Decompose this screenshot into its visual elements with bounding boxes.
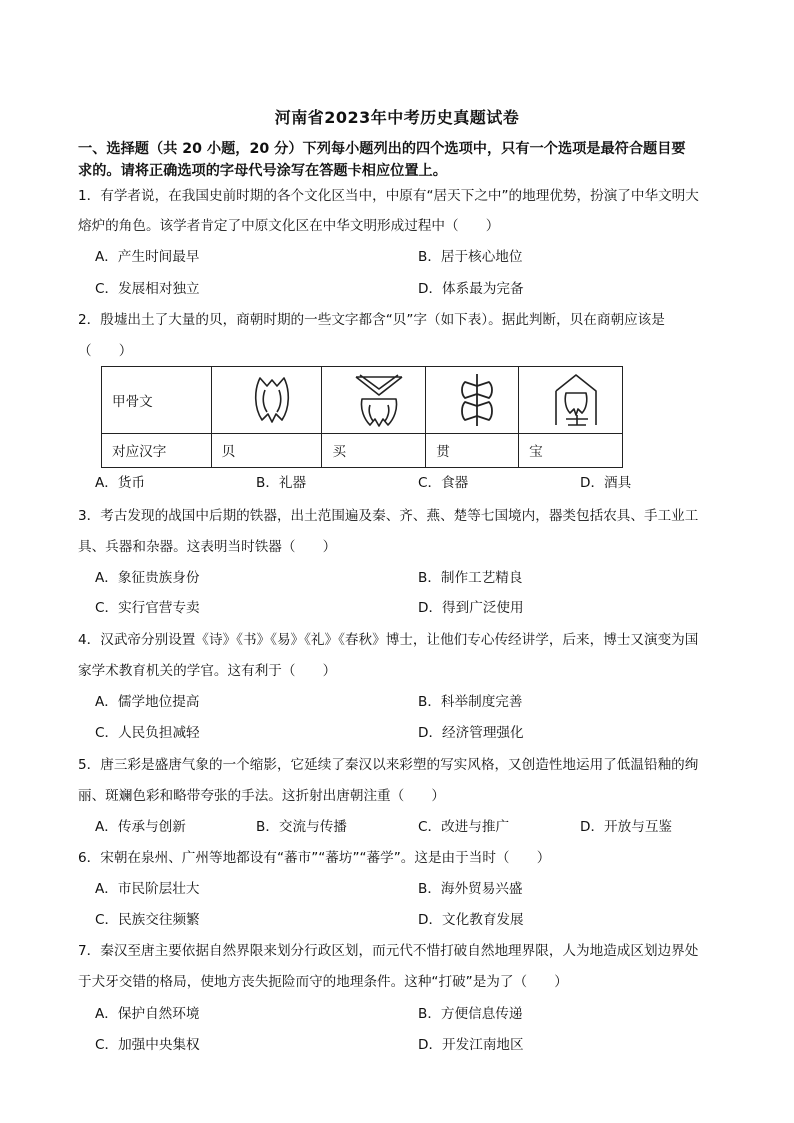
question-4-option-c: C．人民负担减轻 bbox=[95, 725, 200, 741]
question-4-option-d: D．经济管理强化 bbox=[418, 725, 524, 741]
question-5-line-1: 5．唐三彩是盛唐气象的一个缩影，它延续了秦汉以来彩塑的写实风格，又创造性地运用了低温铅釉的绚 bbox=[78, 757, 699, 773]
question-3-option-a: A．象征贵族身份 bbox=[95, 570, 200, 586]
question-3-option-c: C．实行官营专卖 bbox=[95, 600, 200, 616]
question-2-option-a: A．货币 bbox=[95, 475, 146, 491]
question-5-option-c: C．改进与推广 bbox=[418, 819, 510, 835]
question-3-option-d: D．得到广泛使用 bbox=[418, 600, 524, 616]
oracle-bao-icon bbox=[519, 367, 623, 434]
question-1-option-c: C．发展相对独立 bbox=[95, 281, 200, 297]
question-1-option-b: B．居于核心地位 bbox=[418, 249, 523, 265]
question-2-line-2: （ ） bbox=[78, 343, 133, 359]
question-1-line-1: 1．有学者说，在我国史前时期的各个文化区当中，中原有“居天下之中”的地理优势，扮演了中华文明大 bbox=[78, 188, 699, 204]
table-header-characters: 对应汉字 bbox=[102, 433, 212, 467]
question-7-option-c: C．加强中央集权 bbox=[95, 1037, 200, 1053]
table-char-guan: 贯 bbox=[426, 433, 519, 467]
question-5-option-d: D．开放与互鉴 bbox=[580, 819, 673, 835]
question-2-line-1: 2．殷墟出土了大量的贝，商朝时期的一些文字都含“贝”字（如下表）。据此判断，贝在商朝应该是 bbox=[78, 312, 665, 328]
question-6-option-a: A．市民阶层壮大 bbox=[95, 881, 200, 897]
question-7-option-a: A．保护自然环境 bbox=[95, 1006, 200, 1022]
table-header-oracle: 甲骨文 bbox=[102, 367, 212, 434]
question-6-option-d: D．文化教育发展 bbox=[418, 912, 524, 928]
question-4-line-1: 4．汉武帝分别设置《诗》《书》《易》《礼》《春秋》博士，让他们专心传经讲学，后来，博士又演变为国 bbox=[78, 632, 699, 648]
question-5-option-b: B．交流与传播 bbox=[256, 819, 347, 835]
question-7-line-1: 7．秦汉至唐主要依据自然界限来划分行政区划，而元代不惜打破自然地理界限，人为地造成区划边界处 bbox=[78, 943, 699, 959]
question-4-line-2: 家学术教育机关的学官。这有利于（ ） bbox=[78, 663, 337, 679]
question-4-option-b: B．科举制度完善 bbox=[418, 694, 523, 710]
question-2-option-d: D．酒具 bbox=[580, 475, 632, 491]
question-7-line-2: 于犬牙交错的格局，使地方丧失扼险而守的地理条件。这种“打破”是为了（ ） bbox=[78, 974, 568, 990]
question-1-line-2: 熔炉的角色。该学者肯定了中原文化区在中华文明形成过程中（ ） bbox=[78, 218, 500, 234]
table-char-bei: 贝 bbox=[211, 433, 322, 467]
question-6-line-1: 6．宋朝在泉州、广州等地都设有“蕃市”“蕃坊”“蕃学”。这是由于当时（ ） bbox=[78, 850, 551, 866]
question-3-line-2: 具、兵器和杂器。这表明当时铁器（ ） bbox=[78, 539, 337, 555]
oracle-bei-icon bbox=[211, 367, 322, 434]
question-1-option-a: A．产生时间最早 bbox=[95, 249, 200, 265]
question-7-option-b: B．方便信息传递 bbox=[418, 1006, 523, 1022]
table-char-mai: 买 bbox=[322, 433, 426, 467]
section-line-1: 一、选择题（共 20 小题，20 分）下列每小题列出的四个选项中，只有一个选项是最符合题目要 bbox=[78, 141, 686, 157]
section-line-2: 求的。请将正确选项的字母代号涂写在答题卡相应位置上。 bbox=[78, 163, 447, 179]
table-char-bao: 宝 bbox=[519, 433, 623, 467]
question-5-option-a: A．传承与创新 bbox=[95, 819, 186, 835]
question-3-line-1: 3．考古发现的战国中后期的铁器，出土范围遍及秦、齐、燕、楚等七国境内，器类包括农具、手工业工 bbox=[78, 508, 699, 524]
question-6-option-c: C．民族交往频繁 bbox=[95, 912, 200, 928]
oracle-guan-icon bbox=[426, 367, 519, 434]
question-3-option-b: B．制作工艺精良 bbox=[418, 570, 523, 586]
question-2-option-b: B．礼器 bbox=[256, 475, 307, 491]
oracle-bone-table bbox=[101, 366, 623, 468]
question-7-option-d: D．开发江南地区 bbox=[418, 1037, 524, 1053]
question-2-option-c: C．食器 bbox=[418, 475, 469, 491]
question-4-option-a: A．儒学地位提高 bbox=[95, 694, 200, 710]
section-instructions bbox=[78, 138, 754, 182]
page-title: 河南省2023年中考历史真题试卷 bbox=[274, 108, 520, 127]
question-5-line-2: 丽、斑斓色彩和略带夸张的手法。这折射出唐朝注重（ ） bbox=[78, 788, 446, 804]
oracle-mai-icon bbox=[322, 367, 426, 434]
question-6-option-b: B．海外贸易兴盛 bbox=[418, 881, 523, 897]
question-1-option-d: D．体系最为完备 bbox=[418, 281, 524, 297]
